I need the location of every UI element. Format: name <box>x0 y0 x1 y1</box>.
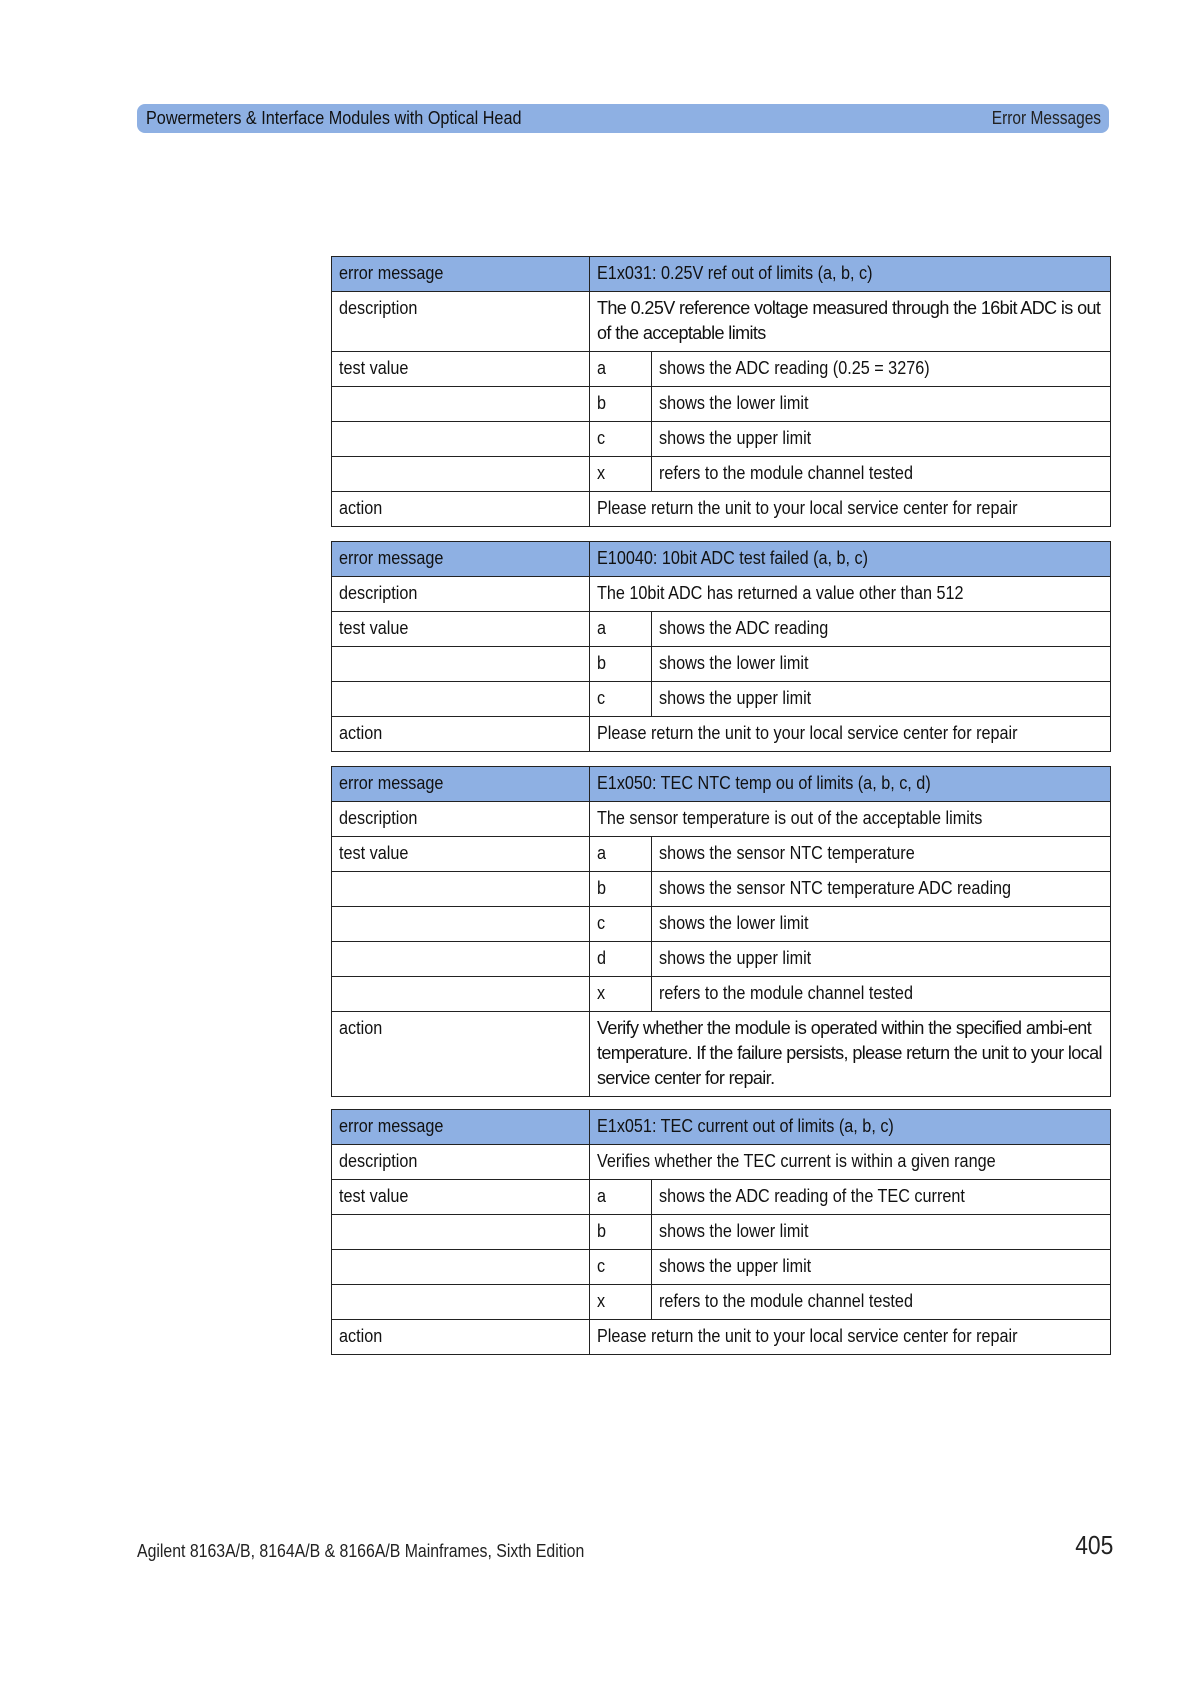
action-label: action <box>332 717 590 752</box>
test-value-text: shows the lower limit <box>652 647 1111 682</box>
description-label: description <box>332 292 590 352</box>
table-row <box>332 767 1111 802</box>
test-value-label: test value <box>332 1180 590 1215</box>
table-row <box>332 542 1111 577</box>
table-row <box>332 387 1111 422</box>
test-value-text: shows the ADC reading (0.25 = 3276) <box>652 352 1111 387</box>
table-row <box>332 1215 1111 1250</box>
empty-cell <box>332 387 590 422</box>
description-text: The 0.25V reference voltage measured through the 16bit ADC is out of the acceptable limits <box>590 292 1111 352</box>
empty-cell <box>332 1285 590 1320</box>
test-value-text: refers to the module channel tested <box>652 457 1111 492</box>
test-value-text: shows the upper limit <box>652 1250 1111 1285</box>
description-label: description <box>332 577 590 612</box>
test-value-key: c <box>590 682 652 717</box>
empty-cell <box>332 872 590 907</box>
empty-cell <box>332 942 590 977</box>
action-label: action <box>332 492 590 527</box>
error-table-e1x031 <box>331 256 1111 527</box>
action-label: action <box>332 1012 590 1097</box>
description-text: Verifies whether the TEC current is within a given range <box>590 1145 1111 1180</box>
action-text: Please return the unit to your local service center for repair <box>590 492 1111 527</box>
error-table-e10040 <box>331 541 1111 752</box>
test-value-text: shows the sensor NTC temperature <box>652 837 1111 872</box>
error-message-code: E1x050: TEC NTC temp ou of limits (a, b, c, d) <box>590 767 1111 802</box>
table-row <box>332 422 1111 457</box>
test-value-key: d <box>590 942 652 977</box>
description-label: description <box>332 1145 590 1180</box>
error-message-label: error message <box>332 1110 590 1145</box>
table-row <box>332 1285 1111 1320</box>
action-text: Please return the unit to your local service center for repair <box>590 717 1111 752</box>
test-value-text: refers to the module channel tested <box>652 977 1111 1012</box>
empty-cell <box>332 422 590 457</box>
empty-cell <box>332 647 590 682</box>
description-label: description <box>332 802 590 837</box>
test-value-key: x <box>590 1285 652 1320</box>
description-text: The sensor temperature is out of the acceptable limits <box>590 802 1111 837</box>
table-row <box>332 1145 1111 1180</box>
error-message-label: error message <box>332 257 590 292</box>
table-row <box>332 457 1111 492</box>
table-row <box>332 292 1111 352</box>
table-row <box>332 907 1111 942</box>
test-value-text: shows the lower limit <box>652 387 1111 422</box>
error-message-code: E1x031: 0.25V ref out of limits (a, b, c) <box>590 257 1111 292</box>
header-section-title: Error Messages <box>991 108 1101 128</box>
empty-cell <box>332 457 590 492</box>
table-row <box>332 1320 1111 1355</box>
test-value-text: shows the ADC reading <box>652 612 1111 647</box>
test-value-key: c <box>590 907 652 942</box>
table-row <box>332 612 1111 647</box>
table-row <box>332 577 1111 612</box>
test-value-label: test value <box>332 612 590 647</box>
empty-cell <box>332 907 590 942</box>
header-chapter-title: Powermeters & Interface Modules with Optical Head <box>146 108 522 128</box>
test-value-label: test value <box>332 837 590 872</box>
test-value-key: a <box>590 837 652 872</box>
table-row <box>332 1012 1111 1097</box>
test-value-key: a <box>590 612 652 647</box>
empty-cell <box>332 977 590 1012</box>
test-value-key: b <box>590 872 652 907</box>
table-row <box>332 352 1111 387</box>
page-number: 405 <box>1074 1530 1113 1560</box>
description-text: The 10bit ADC has returned a value other than 512 <box>590 577 1111 612</box>
error-message-code: E10040: 10bit ADC test failed (a, b, c) <box>590 542 1111 577</box>
table-row <box>332 647 1111 682</box>
error-table-e1x050 <box>331 766 1111 1097</box>
table-row <box>332 977 1111 1012</box>
test-value-text: shows the upper limit <box>652 942 1111 977</box>
test-value-text: refers to the module channel tested <box>652 1285 1111 1320</box>
test-value-key: a <box>590 1180 652 1215</box>
test-value-key: b <box>590 387 652 422</box>
table-row <box>332 682 1111 717</box>
test-value-key: c <box>590 422 652 457</box>
error-message-label: error message <box>332 542 590 577</box>
table-row <box>332 1110 1111 1145</box>
test-value-text: shows the lower limit <box>652 907 1111 942</box>
running-header <box>137 104 1109 133</box>
action-text: Verify whether the module is operated within the specified ambi-ent temperature. If the failure persists, please return the unit to your local service center for repair. <box>590 1012 1111 1097</box>
test-value-text: shows the upper limit <box>652 422 1111 457</box>
test-value-key: x <box>590 977 652 1012</box>
test-value-label: test value <box>332 352 590 387</box>
error-message-label: error message <box>332 767 590 802</box>
footer-document-title: Agilent 8163A/B, 8164A/B & 8166A/B Mainframes, Sixth Edition <box>137 1541 585 1561</box>
test-value-text: shows the sensor NTC temperature ADC reading <box>652 872 1111 907</box>
table-row <box>332 257 1111 292</box>
table-row <box>332 717 1111 752</box>
test-value-text: shows the ADC reading of the TEC current <box>652 1180 1111 1215</box>
test-value-key: a <box>590 352 652 387</box>
test-value-key: b <box>590 1215 652 1250</box>
table-row <box>332 872 1111 907</box>
empty-cell <box>332 1250 590 1285</box>
table-row <box>332 942 1111 977</box>
test-value-key: b <box>590 647 652 682</box>
test-value-key: x <box>590 457 652 492</box>
error-message-code: E1x051: TEC current out of limits (a, b, c) <box>590 1110 1111 1145</box>
table-row <box>332 802 1111 837</box>
test-value-text: shows the lower limit <box>652 1215 1111 1250</box>
action-label: action <box>332 1320 590 1355</box>
test-value-text: shows the upper limit <box>652 682 1111 717</box>
table-row <box>332 837 1111 872</box>
table-row <box>332 1180 1111 1215</box>
action-text: Please return the unit to your local service center for repair <box>590 1320 1111 1355</box>
test-value-key: c <box>590 1250 652 1285</box>
empty-cell <box>332 1215 590 1250</box>
table-row <box>332 1250 1111 1285</box>
error-table-e1x051 <box>331 1109 1111 1355</box>
empty-cell <box>332 682 590 717</box>
table-row <box>332 492 1111 527</box>
